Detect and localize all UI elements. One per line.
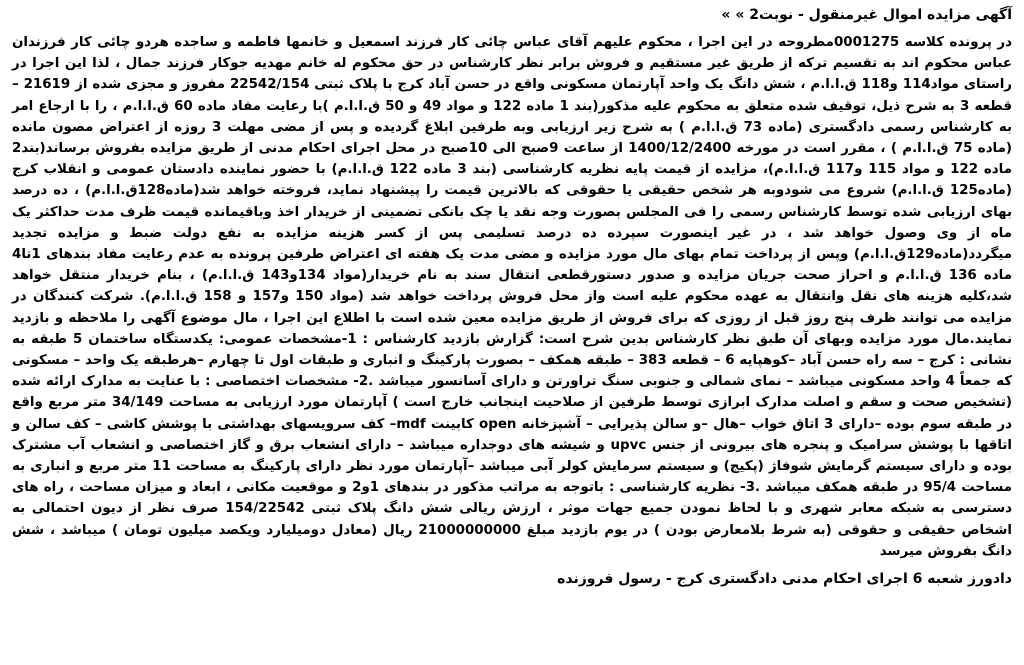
auction-notice <box>12 4 1012 665</box>
notice-body: در پرونده کلاسه 0001275مطروحه در این اجرا ، محکوم علیهم آقای عباس چائی کار فرزند اسمعیل و خانمها فاطمه و ساجده هردو چائی کار فرزندان عباس محکوم اند به تقسیم ترکه از طریق غیر مستقیم و فروش برابر نظر کارشناس در حق محکوم له خانم مهدیه جوکار فرزند جمال ، لذا این اجرا در راستای مواد114 و118 ق.ا.ا.م ، شش دانگ یک واحد آپارتمان مسکونی واقع در حسن آباد کرج با پلاک ثبتی 22542/154 مفروز و مجزی شده از 21619 – قطعه 3 به شرح ذیل، توقیف شده متعلق به محکوم علیه مذکور(بند 1 ماده 122 و مواد 49 و 50 ق.ا.ا.م )با رعایت مفاد ماده 60 ق.ا.ا.م ، را با ارجاع امر به کارشناس رسمی دادگستری (ماده 73 ق.ا.ا.م ) به شرح زیر ارزیابی وبه طرفین ابلاغ گردیده و پس از مضی مهلت 3 روزه از اعتراض مصون مانده (ماده 75 ق.ا.ا.م ) ، مقرر است در مورخه 1400/12/2400 از ساعت 9صبح الی 10صبح در محل اجرای احکام مدنی از طریق مزایده بفروش برساند(بند2 ماده 122 و مواد 115 و117 ق.ا.ا.م)، مزایده از قیمت پایه نظریه کارشناسی (بند 3 ماده 122 ق.ا.ا.م) با حضور نماینده دادستان عمومی و انقلاب کرج (ماده125 ق.ا.ا.م) شروع می شودوبه هر شخص حقیقی یا حقوقی که بالاترین قیمت را پیشنهاد نماید، فروخته خواهد شد(ماده128ق.ا.ا.م) ، ده درصد بهای ارزیابی شده توسط کارشناس رسمی را فی المجلس بصورت وجه نقد یا چک بانکی تضمینی از خریدار اخذ وباقیمانده قیمت ظرف مدت حداکثر یک ماه از وی وصول خواهد شد ، در غیر اینصورت سپرده ده درصد تسلیمی پس از کسر هزینه مزایده به نفع دولت ضبط و مزایده تجدید میگردد(ماده129ق.ا.ا.م) وپس از پرداخت تمام بهای مال مورد مزایده و مضی مدت یک هفته ای اعتراض طرفین پرونده به عدم رعایت مفاد بندهای 1تا4 ماده 136 ق.ا.ا.م و احراز صحت جریان مزایده و صدور دستورقطعی انتقال سند به نام خریدار(مواد 134و143 ق.ا.ا.م) ، بنام خریدار منتقل خواهد شد،کلیه هزینه های نقل وانتقال به عهده محکوم علیه است واز محل فروش پرداخت خواهد شد (مواد 150 و157 و 158 ق.ا.ا.م). شرکت کنندگان در مزایده می توانند ظرف پنج روز قبل از روزی که برای فروش از طریق مزایده معین شده است با اطلاع این اجرا ، مال موضوع آگهی را ملاحظه و بازدید نمایند.مال مورد مزایده وبهای آن طبق نظر کارشناس بدین شرح است: گزارش بازدید کارشناس : 1-مشخصات عمومی: یکدستگاه ساختمان 5 طبقه به نشانی : کرج – سه راه حسن آباد –کوهپایه 6 – قطعه 383 – طبقه همکف – بصورت پارکینگ و انباری و طبقات اول تا چهارم –هرطبقه یک واحد – مسکونی که جمعاً 4 واحد مسکونی میباشد – نمای شمالی و جنوبی سنگ تراورتن و دارای آسانسور میباشد .2- مشخصات اختصاصی : با عنایت به مدارک ارائه شده (تشخیص صحت و سقم و اصلت مدارک ابرازی توسط طرفین از صلاحیت اینجانب خارج است ) آپارتمان مورد ارزیابی به مساحت 34/149 متر مربع واقع در طبقه سوم بوده –دارای 3 اتاق خواب –هال –و سالن پذیرایی – آشپزخانه open کابینت mdf– کف سرویسهای بهداشتی با پوشش کاشی – کف سالن و اتاقها با پوشش سرامیک و پنجره های بیرونی از جنس upvc و شیشه های دوجداره میباشد – دارای انشعاب برق و گاز اختصاصی و انشعاب آب مشترک بوده و دارای سیستم گرمایش شوفاژ (پکیج) و سیستم سرمایش کولر آبی میباشد –آپارتمان مورد نظر دارای پارکینگ به مساحت 11 متر مربع و انباری به مساحت 95/4 در طبقه همکف میباشد .3- نظریه کارشناسی : باتوجه به مراتب مذکور در بندهای 1و2 و موقعیت مکانی ، ابعاد و میزان مساحت ، راه های دسترسی به شبکه معابر شهری و با لحاظ نمودن جمیع جهات موثر ، ارزش ریالی شش دانگ پلاک ثبتی 154/22542 صرف نظر از دیون احتمالی به اشخاص حقیقی و حقوقی (به شرط بلامعارض بودن ) در یوم بازدید مبلغ 21000000000 ریال (معادل دومیلیارد ویکصد میلیون تومان ) میباشد ، شش دانگ بفروش میرسد <box>12 35 1013 559</box>
notice-signature: دادورز شعبه 6 اجرای احکام مدنی دادگستری کرج - رسول فروزنده <box>557 571 1012 588</box>
notice-title: آگهی مزایده اموال غیرمنقول - نوبت2 » » <box>721 7 1012 23</box>
